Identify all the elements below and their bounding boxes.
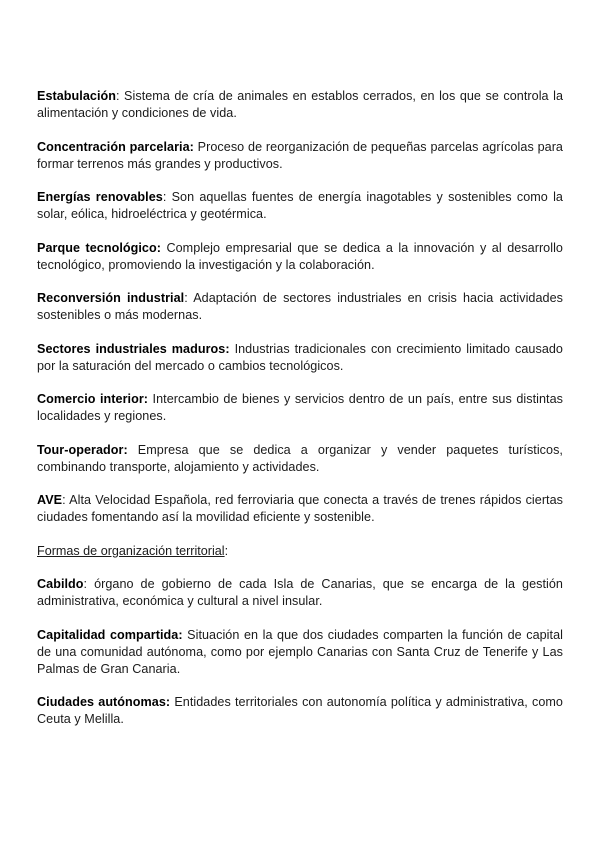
glossary-entry-concentracion-parcelaria [37, 139, 563, 173]
glossary-definition: Intercambio de bienes y servicios dentro de un país, entre sus distintas localidades y regiones. [37, 392, 563, 423]
term-separator: : [162, 190, 172, 204]
glossary-entry-estabulacion [37, 88, 563, 122]
section-heading-suffix: : [224, 543, 229, 558]
glossary-definition: Empresa que se dedica a organizar y vender paquetes turísticos, combinando transporte, alojamiento y actividades. [37, 442, 563, 474]
glossary-entry-energias-renovables [37, 189, 563, 223]
glossary-entry-capitalidad-compartida [37, 627, 563, 678]
glossary-entry-cabildo [37, 576, 563, 610]
glossary-term: Parque tecnológico: [37, 240, 161, 255]
glossary-term: Concentración parcelaria: [37, 139, 194, 154]
glossary-entry-ciudades-autonomas [37, 694, 563, 728]
glossary-term: Estabulación [37, 89, 116, 103]
glossary-entry-comercio-interior [37, 391, 563, 425]
glossary-definition: Proceso de reorganización de pequeñas parcelas agrícolas para formar terrenos más grandes y productivos. [37, 139, 563, 171]
term-separator: : [62, 493, 70, 507]
glossary-term: AVE [37, 493, 63, 507]
term-separator: : [184, 291, 194, 305]
glossary-term: Comercio interior: [37, 392, 149, 406]
glossary-entry-reconversion-industrial [37, 290, 563, 324]
glossary-term: Ciudades autónomas: [37, 695, 171, 709]
glossary-definition: Sistema de cría de animales en establos cerrados, en los que se controla la alimentación y condiciones de vida. [37, 89, 563, 120]
glossary-definition: Industrias tradicionales con crecimiento limitado causado por la saturación del mercado o cambios tecnológicos. [37, 341, 563, 373]
term-separator: : [83, 577, 95, 591]
glossary-definition: Entidades territoriales con autonomía política y administrativa, como Ceuta y Melilla. [37, 695, 563, 726]
term-separator [128, 443, 138, 457]
term-separator: : [115, 89, 125, 103]
glossary-definition: Situación en la que dos ciudades comparten la función de capital de una comunidad autónoma, como por ejemplo Canarias con Santa Cruz de Tenerife y Las Palmas de Gran Canaria. [37, 627, 563, 676]
section-heading [37, 543, 563, 560]
document-page [37, 88, 563, 745]
glossary-entry-parque-tecnologico [37, 240, 563, 274]
glossary-definition: Son aquellas fuentes de energía inagotables y sostenibles como la solar, eólica, hidroeléctrica y geotérmica. [37, 190, 563, 221]
glossary-term: Reconversión industrial [37, 291, 185, 305]
glossary-entry-ave [37, 492, 563, 526]
glossary-term: Capitalidad compartida: [37, 627, 183, 642]
glossary-definition: Alta Velocidad Española, red ferroviaria que conecta a través de trenes rápidos ciertas ciudades fomentando así la movilidad eficiente y sostenible. [37, 493, 564, 524]
glossary-term: Energías renovables [37, 190, 163, 204]
glossary-term: Tour-operador: [37, 442, 128, 457]
section-heading-text: Formas de organización territorial [37, 543, 225, 558]
glossary-definition: Complejo empresarial que se dedica a la innovación y al desarrollo tecnológico, promoviendo la investigación y la colaboración. [37, 240, 563, 272]
glossary-entry-tour-operador [37, 442, 563, 476]
glossary-term: Cabildo [37, 577, 84, 591]
glossary-definition: Adaptación de sectores industriales en crisis hacia actividades sostenibles o más modernas. [37, 291, 563, 322]
glossary-definition: órgano de gobierno de cada Isla de Canarias, que se encarga de la gestión administrativa, económica y cultural a nivel insular. [37, 577, 563, 608]
glossary-entry-sectores-industriales-maduros [37, 341, 563, 375]
glossary-term: Sectores industriales maduros: [37, 341, 230, 356]
